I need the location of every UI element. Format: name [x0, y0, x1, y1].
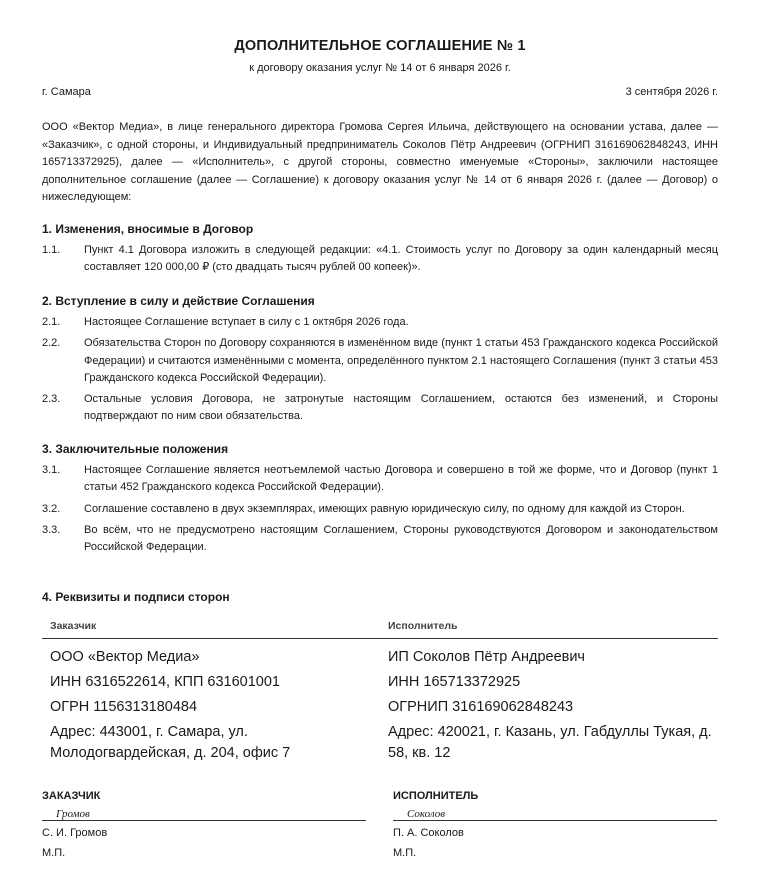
clause-number: 3.2. [42, 502, 61, 515]
document-city: г. Самара [42, 86, 91, 98]
clause-text: Остальные условия Договора, не затронутые настоящим Соглашением, остаются без изменений, и Стороны подтверждают по ним свои обязательства. [84, 393, 718, 423]
requisites-body [42, 639, 718, 764]
section-1 [42, 222, 718, 277]
contractor-address: Адрес: 420021, г. Казань, ул. Габдуллы Тукая, д. 58, кв. 12 [388, 724, 712, 761]
customer-signature-title: ЗАКАЗЧИК [42, 790, 101, 802]
clause-text: Настоящее Соглашение вступает в силу с 1 октября 2026 года. [84, 316, 409, 328]
clause-text: Пункт 4.1 Договора изложить в следующей редакции: «4.1. Стоимость услуг по Договору за один календарный месяц составляет 120 000,00 ₽ (сто двадцать тысяч рублей 00 копеек)». [84, 244, 718, 274]
section-2 [42, 294, 718, 426]
document-title: ДОПОЛНИТЕЛЬНОЕ СОГЛАШЕНИЕ № 1 [234, 38, 526, 54]
contractor-ogrnip: ОГРНИП 316169062848243 [388, 699, 574, 715]
customer-column-label: Заказчик [50, 620, 97, 632]
customer-signature: Громов [42, 802, 366, 821]
clause-text: Обязательства Сторон по Договору сохраняются в изменённом виде (пункт 1 статьи 453 Гражданского кодекса Российской Федерации) и считаются изменёнными с момента, определённого пунктом 2.1 настоящего Соглашения (пункт 3 статьи 453 Гражданского кодекса Российской Федерации). [84, 337, 718, 384]
customer-signatory-name: С. И. Громов [42, 827, 108, 839]
contractor-requisites [380, 639, 718, 764]
clause-number: 3.1. [42, 464, 61, 476]
contractor-inn: ИНН 165713372925 [388, 674, 521, 690]
clause-number: 2.2. [42, 337, 61, 350]
customer-address: Адрес: 443001, г. Самара, ул. Молодогвардейская, д. 204, офис 7 [50, 724, 291, 761]
clause [42, 501, 718, 518]
clause [42, 462, 718, 497]
customer-stamp-place: М.П. [42, 847, 66, 859]
clause-number: 3.3. [42, 523, 61, 536]
contractor-stamp-place: М.П. [393, 847, 417, 859]
contractor-column-label: Исполнитель [388, 620, 458, 632]
clause [42, 335, 718, 387]
section-3 [42, 442, 718, 556]
section-heading: 4. Реквизиты и подписи сторон [42, 590, 230, 604]
customer-ogrn: ОГРН 1156313180484 [50, 699, 198, 715]
contractor-signatory-name: П. А. Соколов [393, 827, 464, 839]
contractor-name: ИП Соколов Пётр Андреевич [388, 649, 585, 665]
contractor-signature-block [393, 790, 717, 859]
preamble: ООО «Вектор Медиа», в лице генерального директора Громова Сергея Ильича, действующего на основании устава, далее — «Заказчик», с одной стороны, и Индивидуальный предприниматель Соколов Пётр Андреевич (ОГРНИП 316169062848243, ИНН 165713372925), далее — «Исполнитель», с другой стороны, совместно именуемые «Стороны», заключили настоящее дополнительное соглашение (далее — Соглашение) к договору оказания услуг № 14 от 6 января 2026 г. (далее — Договор) о нижеследующем: [42, 121, 718, 204]
clause [42, 242, 718, 277]
requisites-table [42, 620, 718, 764]
clause [42, 522, 718, 557]
document-date: 3 сентября 2026 г. [625, 86, 718, 98]
clause [42, 391, 718, 426]
customer-inn-kpp: ИНН 6316522614, КПП 631601001 [50, 674, 280, 690]
document-subtitle: к договору оказания услуг № 14 от 6 января 2026 г. [249, 62, 511, 74]
contractor-signature: Соколов [393, 802, 717, 821]
contractor-signature-title: ИСПОЛНИТЕЛЬ [393, 790, 479, 802]
requisites-header [42, 620, 718, 639]
section-heading: 2. Вступление в силу и действие Соглашения [42, 294, 315, 308]
clause-text: Во всём, что не предусмотрено настоящим Соглашением, Стороны руководствуются Договором и законодательством Российской Федерации. [84, 523, 718, 554]
clause-number: 1.1. [42, 244, 61, 256]
customer-signature-block [42, 790, 366, 859]
customer-name: ООО «Вектор Медиа» [50, 649, 200, 665]
clause [42, 314, 718, 331]
clause-text: Настоящее Соглашение является неотъемлемой частью Договора и совершено в той же форме, что и Договор (пункт 1 статьи 452 Гражданского кодекса Российской Федерации). [84, 464, 718, 494]
section-heading: 3. Заключительные положения [42, 442, 229, 456]
clause-number: 2.1. [42, 316, 61, 328]
section-heading: 1. Изменения, вносимые в Договор [42, 222, 254, 236]
customer-requisites [42, 639, 380, 764]
clause-text: Соглашение составлено в двух экземплярах, имеющих равную юридическую силу, по одному для каждой из Сторон. [84, 502, 685, 515]
section-4 [42, 590, 718, 604]
clause-number: 2.3. [42, 393, 61, 406]
